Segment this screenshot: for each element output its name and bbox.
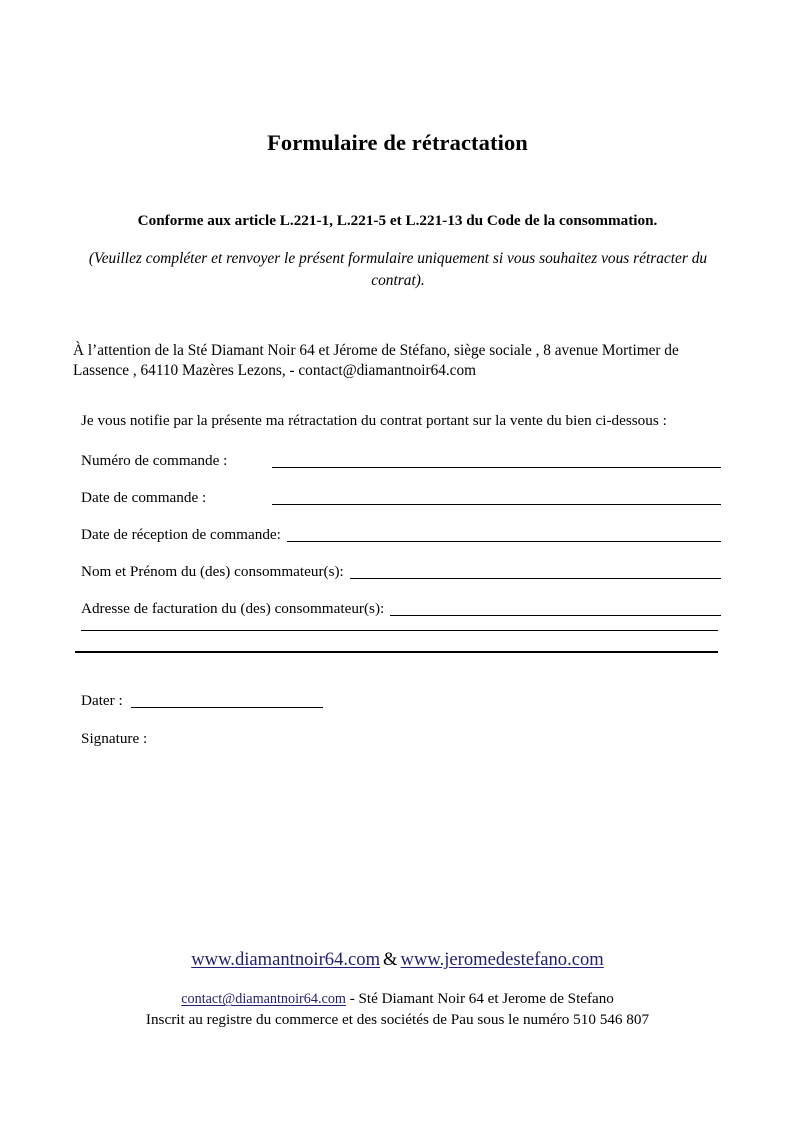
field-input-order-number[interactable] <box>272 467 721 468</box>
field-row-order-number <box>81 452 721 474</box>
field-row-billing-address <box>81 600 721 622</box>
link-contact-email[interactable]: contact@diamantnoir64.com <box>181 991 346 1007</box>
field-label-signature: Signature : <box>81 730 148 747</box>
page-title: Formulaire de rétractation <box>267 130 528 155</box>
billing-address-continuation-line-2[interactable] <box>75 651 718 653</box>
footer-company-name: - Sté Diamant Noir 64 et Jerome de Stefano <box>345 991 614 1007</box>
field-input-order-date[interactable] <box>272 504 721 505</box>
field-label-order-date: Date de commande : <box>81 489 207 506</box>
footer-website-links <box>0 949 795 971</box>
notification-statement: Je vous notifie par la présente ma rétractation du contrat portant sur la vente du bien ci-dessous : <box>81 412 667 429</box>
field-input-consumer-name[interactable] <box>350 578 721 579</box>
link-jeromedestefano-website[interactable]: www.jeromedestefano.com <box>400 949 604 970</box>
field-label-billing-address: Adresse de facturation du (des) consommateur(s): <box>81 600 385 617</box>
field-row-order-date <box>81 489 721 511</box>
field-input-signing-date[interactable] <box>131 707 323 708</box>
field-row-signing-date <box>81 692 323 714</box>
footer-link-separator: & <box>383 949 398 970</box>
recipient-address-block: À l’attention de la Sté Diamant Noir 64 et Jérome de Stéfano, siège sociale , 8 avenue Mortimer de Lassence , 64110 Mazères Lezons, - contact@diamantnoir64.com <box>73 342 679 380</box>
field-row-consumer-name <box>81 563 721 585</box>
field-input-reception-date[interactable] <box>287 541 721 542</box>
field-label-order-number: Numéro de commande : <box>81 452 228 469</box>
instruction-text: (Veuillez compléter et renvoyer le présent formulaire uniquement si vous souhaitez vous rétracter du contrat). <box>88 250 708 289</box>
field-label-consumer-name: Nom et Prénom du (des) consommateur(s): <box>81 563 344 580</box>
field-row-reception-date <box>81 526 721 548</box>
link-diamantnoir64-website[interactable]: www.diamantnoir64.com <box>191 949 381 970</box>
footer-registry-line: Inscrit au registre du commerce et des sociétés de Pau sous le numéro 510 546 807 <box>145 1011 650 1028</box>
billing-address-continuation-line-1[interactable] <box>81 630 718 631</box>
footer-contact-line <box>0 991 795 1008</box>
field-label-signing-date: Dater : <box>81 692 123 709</box>
field-label-reception-date: Date de réception de commande: <box>81 526 281 543</box>
legal-reference-subtitle: Conforme aux article L.221-1, L.221-5 et L.221-13 du Code de la consommation. <box>137 212 658 229</box>
field-input-billing-address[interactable] <box>390 615 721 616</box>
